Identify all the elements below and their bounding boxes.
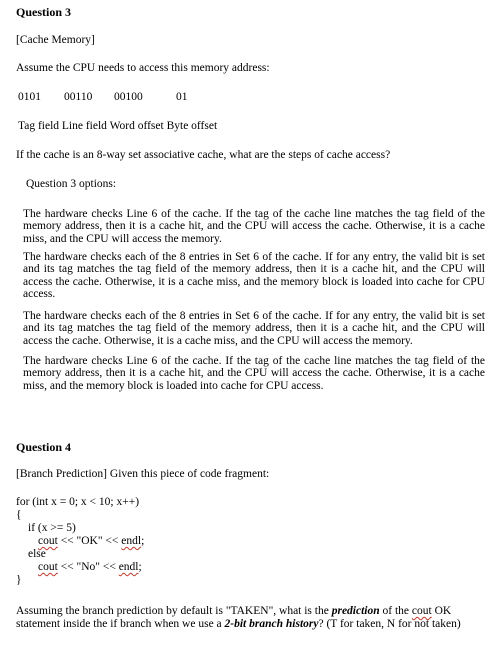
answer-option-3[interactable]: The hardware checks each of the 8 entries in Set 6 of the cache. If for any entry, the valid bit is set and its tag matches the tag field of the memory address, then it is a cache hit, and the CPU will access the cache. Otherwise, it is a cache miss, and the CPU will access the memory.	[23, 310, 485, 347]
question-3-intro: Assume the CPU needs to access this memory address:	[16, 62, 270, 74]
prediction-emphasis: prediction	[331, 605, 380, 617]
address-line-bits: 00110	[64, 91, 93, 103]
question-3-text: If the cache is an 8-way set associative cache, what are the steps of cache access?	[16, 149, 391, 161]
code-cout-ok-line	[38, 536, 144, 548]
cout-keyword: cout	[38, 535, 58, 547]
answer-option-4[interactable]: The hardware checks Line 6 of the cache. If the tag of the cache line matches the tag field of the memory address, then it is a cache hit, and the CPU will access the cache. Otherwise, it is a cache miss, and the memory block is loaded into cache for CPU access.	[23, 355, 485, 392]
question-4-part2: of the	[379, 605, 412, 617]
question-4-text	[16, 605, 486, 631]
code-close-brace: }	[16, 574, 22, 586]
address-field-labels: Tag field Line field Word offset Byte offset	[18, 120, 218, 132]
question-4-part3: OK statement inside the if branch when we use a	[16, 605, 452, 630]
cout-no-args: << "No" <<	[57, 561, 119, 573]
cout-keyword: cout	[38, 561, 58, 573]
cout-keyword: cout	[411, 605, 432, 617]
question-3-title: Question 3	[16, 5, 72, 19]
semicolon: ;	[141, 535, 145, 547]
answer-option-2[interactable]: The hardware checks each of the 8 entries in Set 6 of the cache. If for any entry, the valid bit is set and its tag matches the tag field of the memory address, then it is a cache hit, and the CPU will access the cache. Otherwise, it is a cache miss, and the memory block is loaded into cache for CPU access.	[23, 251, 485, 301]
code-else-line: else	[28, 548, 46, 560]
code-cout-no-line	[38, 562, 142, 574]
question-4-part1: Assuming the branch prediction by default is "TAKEN", what is the	[16, 605, 332, 617]
answer-option-1[interactable]: The hardware checks Line 6 of the cache. If the tag of the cache line matches the tag field of the memory address, then it is a cache hit, and the CPU will access the cache. Otherwise, it is a cache miss, and the CPU will access the memory.	[23, 208, 485, 245]
endl-keyword: endl	[118, 561, 139, 573]
code-for-line: for (int x = 0; x < 10; x++)	[16, 496, 140, 508]
address-byte-offset-bits: 01	[176, 91, 188, 103]
cout-ok-args: << "OK" <<	[57, 535, 122, 547]
endl-keyword: endl	[121, 535, 142, 547]
semicolon: ;	[138, 561, 142, 573]
code-if-line: if (x >= 5)	[28, 522, 76, 534]
options-header: Question 3 options:	[26, 178, 117, 190]
address-word-offset-bits: 00100	[114, 91, 143, 103]
question-4-title: Question 4	[16, 440, 72, 454]
address-tag-bits: 0101	[18, 91, 41, 103]
question-3-topic: [Cache Memory]	[16, 34, 95, 46]
code-open-brace: {	[16, 509, 22, 521]
question-4-intro: [Branch Prediction] Given this piece of code fragment:	[16, 468, 270, 480]
branch-history-emphasis: 2-bit branch history	[224, 618, 319, 630]
question-4-part4: ? (T for taken, N for not taken)	[318, 618, 461, 630]
